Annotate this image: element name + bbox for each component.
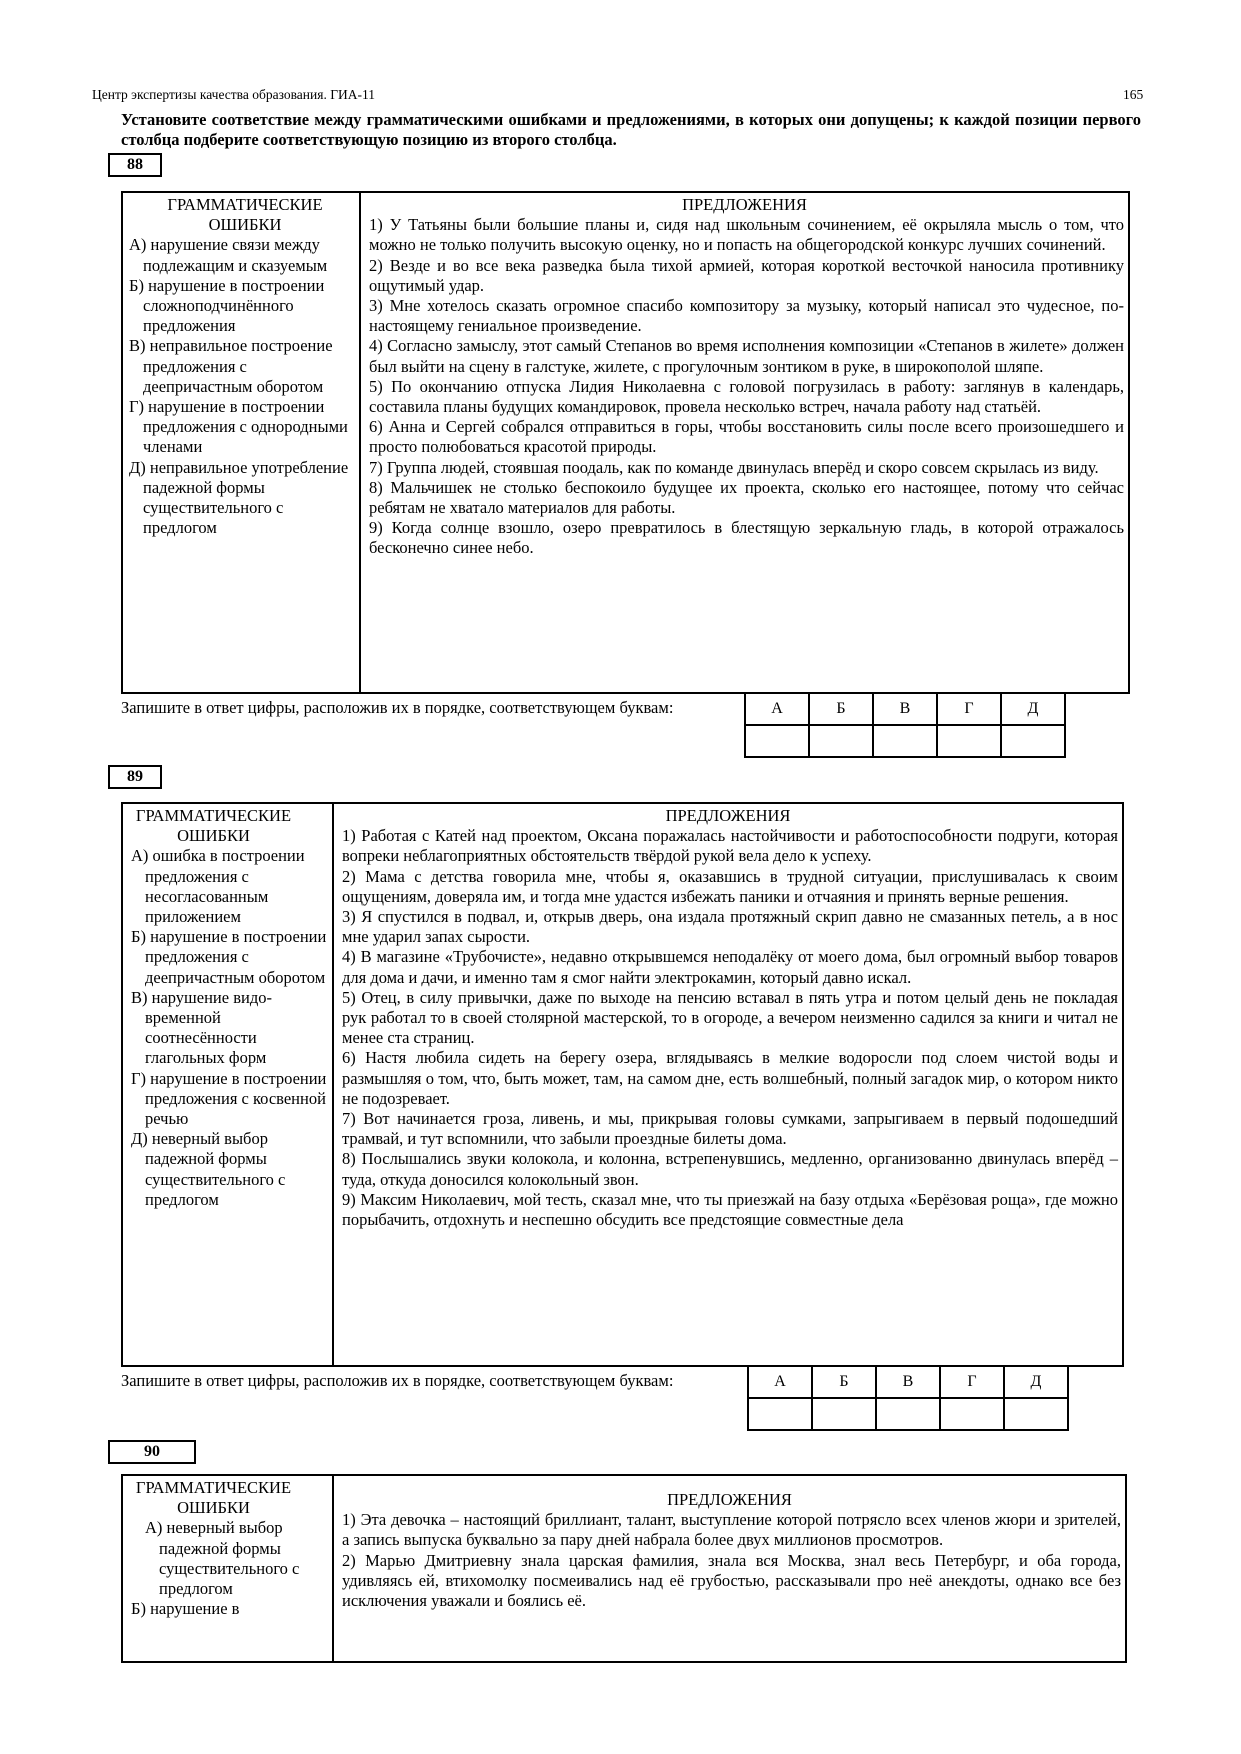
error-item-a: А) неверный выбор падежной формы существительного с предлогом — [145, 1518, 300, 1599]
task-number-89: 89 — [108, 765, 162, 789]
sentence-item: 9) Максим Николаевич, мой тесть, сказал мне, что ты приезжай на базу отдыха «Берёзовая роща», где можно порыбачить, отдохнуть и неспешно обсудить все предстоящие совместные дела — [342, 1189, 1118, 1230]
error-item-c: В) нарушение видо-временной соотнесённости глагольных форм — [131, 987, 272, 1068]
answer-cell[interactable] — [940, 1398, 1004, 1430]
answer-letter: Г — [940, 1366, 1004, 1398]
answer-prompt: Запишите в ответ цифры, расположив их в порядке, соответствующем буквам: — [121, 1371, 674, 1390]
answer-letter: Д — [1004, 1366, 1068, 1398]
sentence-item: 4) В магазине «Трубочисте», недавно открывшемся неподалёку от моего дома, был огромный выбор товаров для дома и дачи, и именно там я смог найти электрокамин, который давно искал. — [342, 947, 1118, 987]
sentences-header: ПРЕДЛОЖЕНИЯ — [667, 1490, 792, 1509]
error-item-b: Б) нарушение в построении сложноподчинённого предложения — [129, 275, 325, 336]
sentence-item: 1) Эта девочка – настоящий бриллиант, талант, выступление которой потрясло всех членов жюри и зрителей, а запись выпуска буквально за пару дней набрала более двух миллионов просмотров. — [342, 1510, 1121, 1550]
answer-letter: Б — [809, 693, 873, 725]
sentence-item: 8) Послышались звуки колокола, и колонна, встрепенувшись, медленно, организованно двинулась вперёд – туда, откуда доносился колокольный звон. — [342, 1149, 1118, 1189]
answer-letter: А — [745, 693, 809, 725]
errors-header: ГРАММАТИЧЕСКИЕ ОШИБКИ — [135, 806, 292, 846]
sentence-item: 3) Я спустился в подвал, и, открыв дверь, она издала протяжный скрип давно не смазанных петель, а в нос мне ударил запах сырости. — [342, 907, 1118, 947]
error-item-e: Д) неверный выбор падежной формы существительного с предлогом — [131, 1129, 286, 1209]
answer-letter: В — [876, 1366, 940, 1398]
answer-cell[interactable] — [873, 725, 937, 757]
answer-letter: В — [873, 693, 937, 725]
error-item-c: В) неправильное построение предложения с деепричастным оборотом — [129, 336, 333, 396]
page-number: 165 — [1123, 87, 1144, 102]
sentence-item: 2) Марью Дмитриевну знала царская фамилия, знала вся Москва, знал весь Петербург, и оба города, удивляясь ей, втихомолку посмеивались над её грубостью, рассказывали про неё анекдоты, однако все без исключения уважали и боялись её. — [342, 1550, 1121, 1611]
answer-letter: А — [748, 1366, 812, 1398]
sentences-header: ПРЕДЛОЖЕНИЯ — [682, 195, 807, 214]
answer-grid-88 — [744, 692, 1066, 758]
sentence-item: 4) Согласно замыслу, этот самый Степанов во время исполнения композиции «Степанов в жилете» должен был выйти на сцену в галстуке, жилете, с прогулочным зонтиком в руке, в широкополой шляпе. — [369, 336, 1124, 376]
error-item-d: Г) нарушение в построении предложения с косвенной речью — [131, 1068, 327, 1129]
sentence-item: 7) Вот начинается гроза, ливень, и мы, прикрывая головы сумками, запрыгиваем в первый подошедший трамвай, и тут вспомнили, что забыли проездные билеты дома. — [342, 1109, 1118, 1149]
errors-header: ГРАММАТИЧЕСКИЕ ОШИБКИ — [167, 195, 323, 235]
answer-cell[interactable] — [748, 1398, 812, 1430]
task-number-88: 88 — [108, 153, 162, 177]
errors-column — [123, 804, 334, 1365]
error-item-a: А) нарушение связи между подлежащим и сказуемым — [129, 235, 328, 275]
sentences-column — [334, 804, 1122, 1365]
sentence-item: 5) Отец, в силу привычки, даже по выходе на пенсию вставал в пять утра и потом целый день не покладая рук работал то в своей столярной мастерской, то в огороде, а вечером неизменно садился за книги и читал не менее ста страниц. — [342, 987, 1118, 1048]
sentence-item: 1) У Татьяны были большие планы и, сидя над школьным сочинением, её окрыляла мысль о том, что можно не только получить высокую оценку, но и попасть на общегородской конкурс лучших сочинений. — [369, 215, 1124, 255]
sentences-header: ПРЕДЛОЖЕНИЯ — [665, 806, 791, 825]
answer-cell[interactable] — [1001, 725, 1065, 757]
answer-grid-89 — [747, 1365, 1069, 1431]
errors-column — [123, 193, 361, 692]
error-item-e: Д) неправильное употребление падежной формы существительного с предлогом — [129, 457, 349, 538]
answer-prompt: Запишите в ответ цифры, расположив их в порядке, соответствующем буквам: — [121, 698, 674, 717]
answer-cell[interactable] — [745, 725, 809, 757]
header-org: Центр экспертизы качества образования. ГИА-11 — [92, 87, 375, 102]
task-instruction: Установите соответствие между грамматическими ошибками и предложениями, в которых они допущены; к каждой позиции первого столбца подберите соответствующую позицию из второго столбца. — [121, 110, 1141, 149]
task-table-90 — [121, 1474, 1127, 1663]
sentences-column — [334, 1476, 1125, 1661]
answer-cell[interactable] — [876, 1398, 940, 1430]
sentence-item: 1) Работая с Катей над проектом, Оксана поражалась настойчивости и работоспособности подруги, которая вопреки неблагоприятных обстоятельств твёрдой рукой вела дело к успеху. — [342, 826, 1118, 866]
sentence-item: 3) Мне хотелось сказать огромное спасибо композитору за музыку, который написал это чудесное, по-настоящему гениальное произведение. — [369, 296, 1124, 336]
sentence-item: 8) Мальчишек не столько беспокоило будущее их проекта, сколько его настоящее, потому что сейчас ребятам не хватало материалов для работы. — [369, 477, 1124, 518]
sentence-item: 2) Мама с детства говорила мне, чтобы я, оказавшись в трудной ситуации, прислушивалась к своим ощущениям, доверяла им, и тогда мне удастся избежать паники и отчаяния и принять верные решения. — [342, 866, 1118, 906]
sentence-item: 2) Везде и во все века разведка была тихой армией, которая короткой весточкой наносила противнику ощутимый удар. — [369, 255, 1124, 295]
task-table-88 — [121, 191, 1130, 694]
sentence-item: 5) По окончанию отпуска Лидия Николаевна с головой погрузилась в работу: заглянув в календарь, составила планы будущих командировок, провела несколько встреч, начала работу над статьёй. — [369, 376, 1124, 417]
answer-cell[interactable] — [937, 725, 1001, 757]
answer-cell[interactable] — [1004, 1398, 1068, 1430]
answer-cell[interactable] — [812, 1398, 876, 1430]
answer-letter: Б — [812, 1366, 876, 1398]
sentences-column — [361, 193, 1128, 692]
error-item-b: Б) нарушение в — [131, 1599, 240, 1619]
task-number-90: 90 — [108, 1440, 196, 1464]
error-item-d: Г) нарушение в построении предложения с однородными членами — [129, 397, 348, 457]
answer-letter: Д — [1001, 693, 1065, 725]
answer-letter: Г — [937, 693, 1001, 725]
task-table-89 — [121, 802, 1124, 1367]
error-item-b: Б) нарушение в построении предложения с деепричастным оборотом — [131, 927, 327, 987]
errors-column — [123, 1476, 334, 1661]
answer-cell[interactable] — [809, 725, 873, 757]
sentence-item: 6) Настя любила сидеть на берегу озера, вглядываясь в мелкие водоросли под слоем чистой воды и размышляя о том, что, быть может, там, на самом дне, есть волшебный, полный загадок мир, о котором никто не подозревает. — [342, 1048, 1118, 1108]
error-item-a: А) ошибка в построении предложения с несогласованным приложением — [131, 846, 305, 927]
sentence-item: 9) Когда солнце взошло, озеро превратилось в блестящую зеркальную гладь, в которой отражалось бесконечно синее небо. — [369, 518, 1124, 558]
sentence-item: 7) Группа людей, стоявшая поодаль, как по команде двинулась вперёд и скоро совсем скрылась из виду. — [369, 457, 1099, 477]
errors-header: ГРАММАТИЧЕСКИЕ ОШИБКИ — [135, 1478, 292, 1518]
sentence-item: 6) Анна и Сергей собрался отправиться в горы, чтобы восстановить силы после всего произошедшего и просто полюбоваться красотой природы. — [369, 417, 1124, 457]
